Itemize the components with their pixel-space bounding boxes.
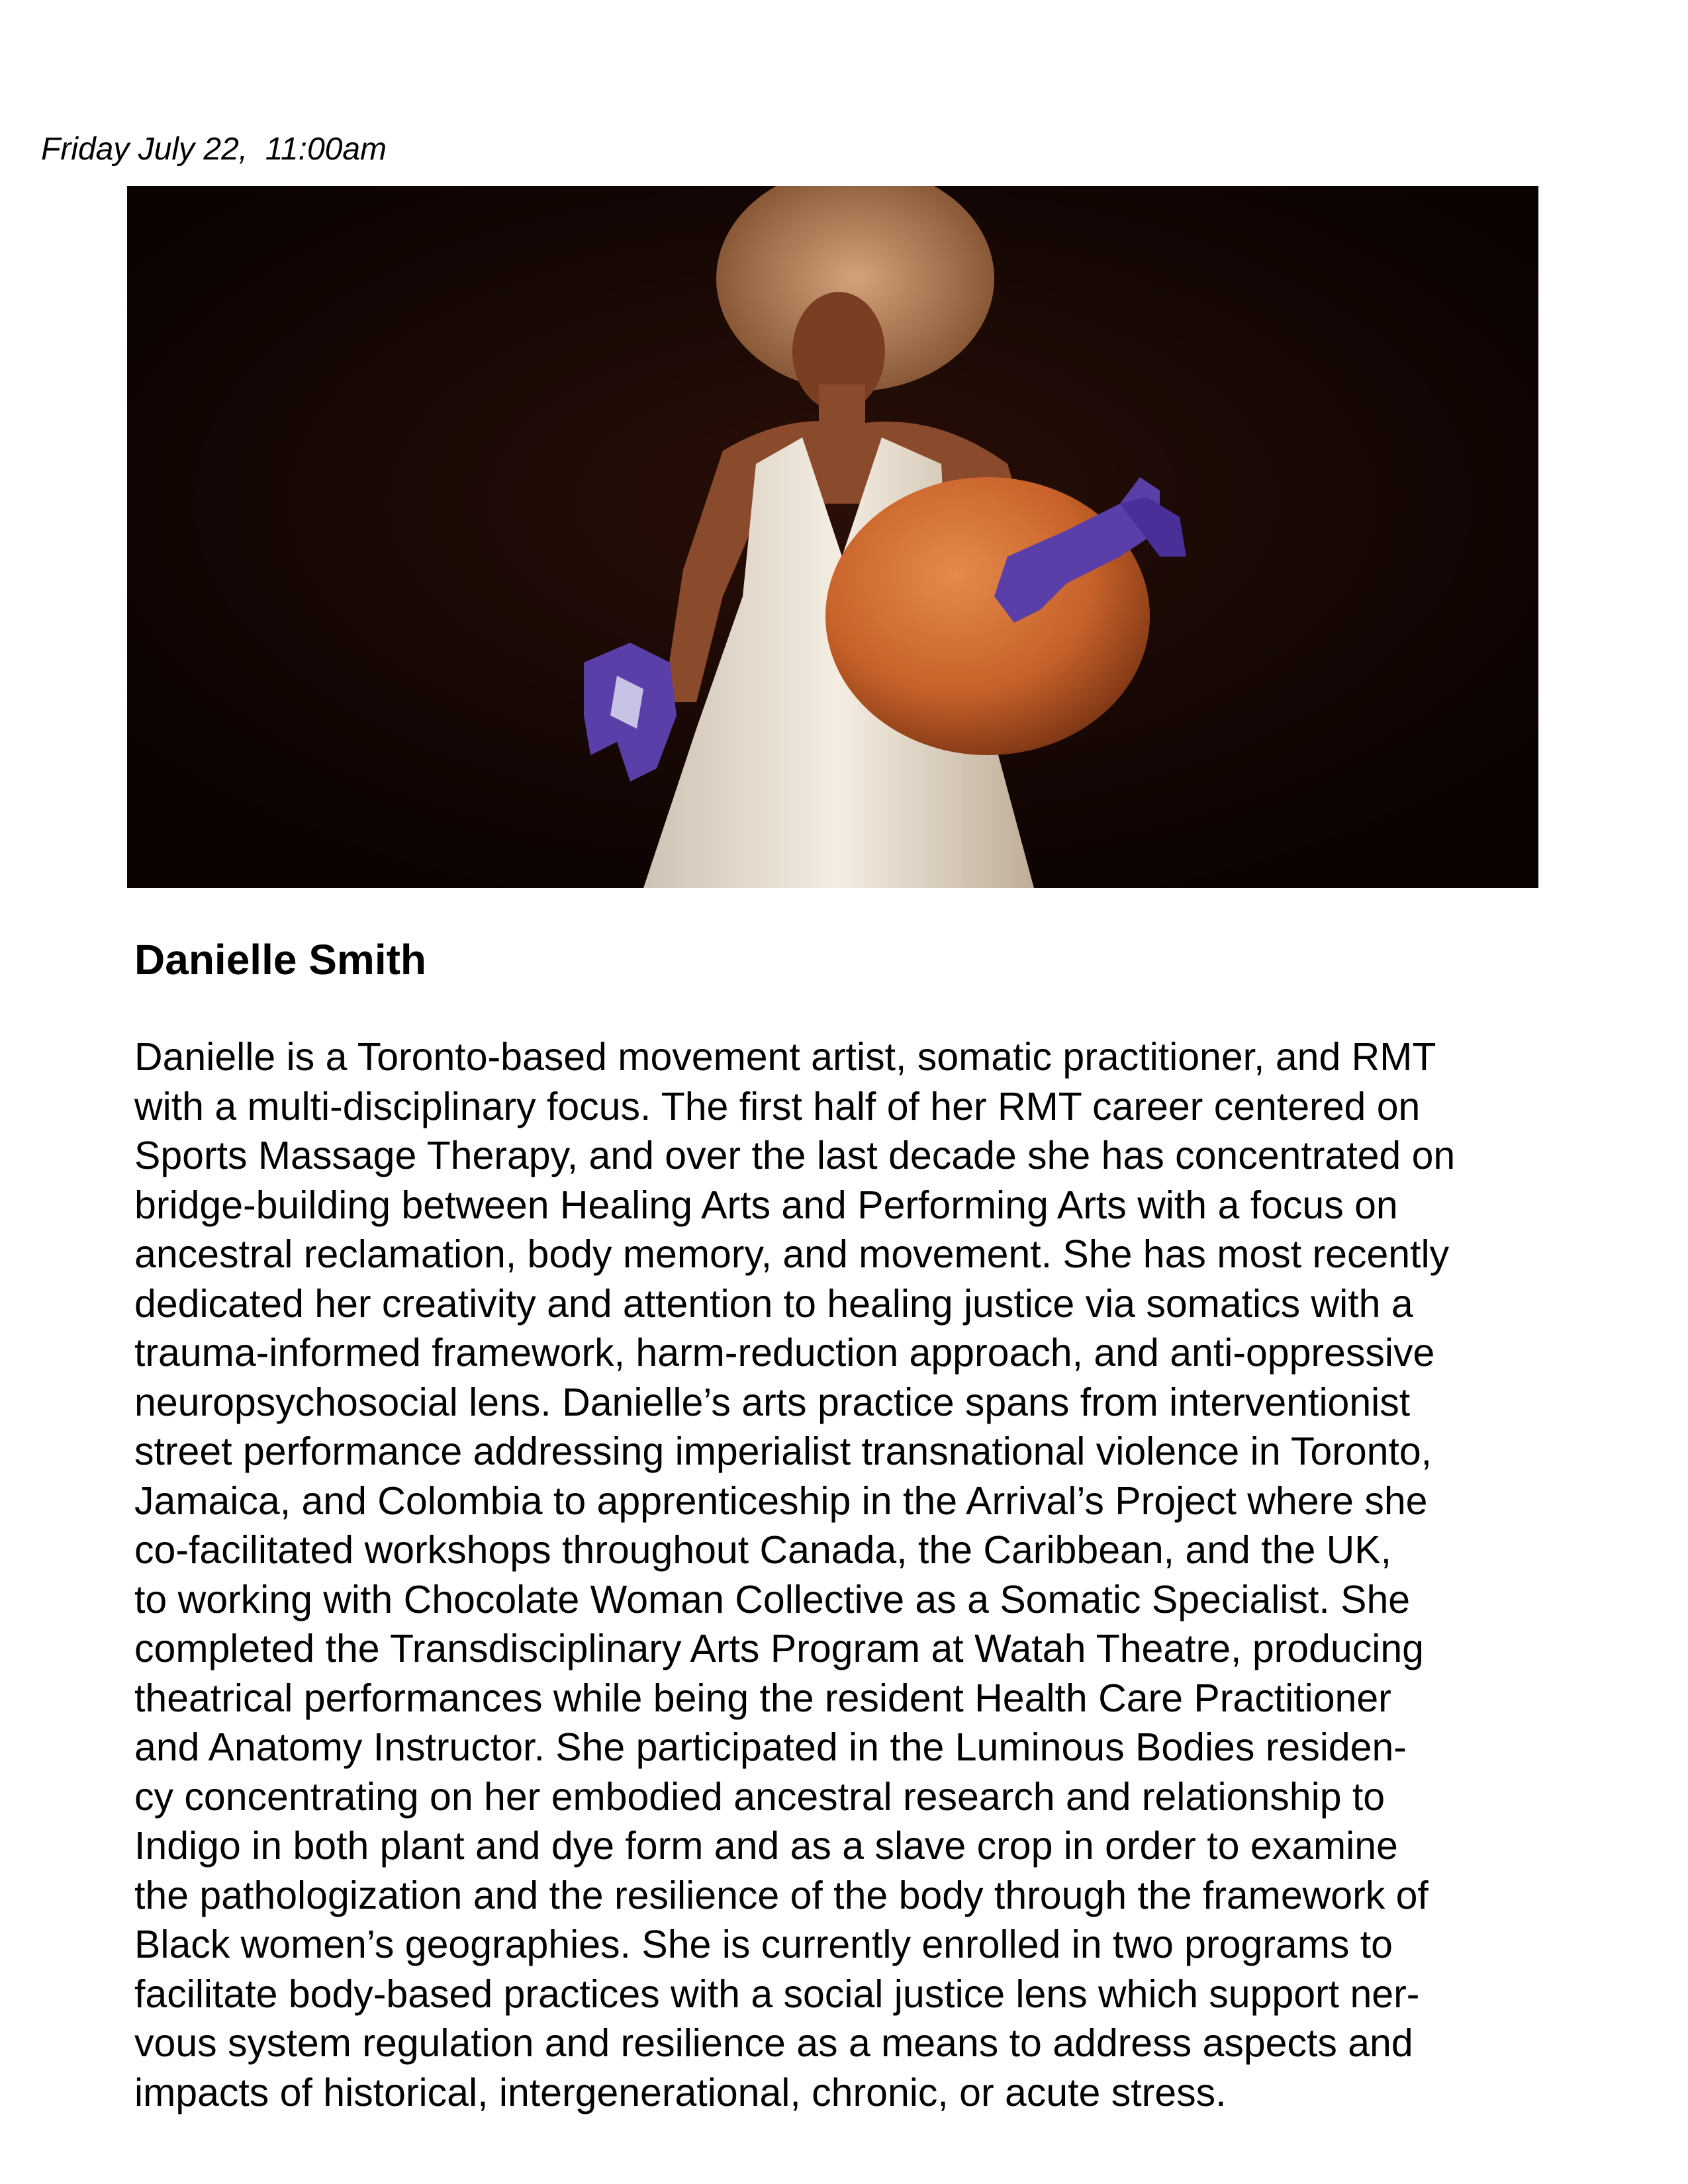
bio-line: completed the Transdisciplinary Arts Program at Watah Theatre, producing xyxy=(134,1627,1424,1670)
event-datetime: Friday July 22, 11:00am xyxy=(41,132,387,167)
bio-line: trauma-informed framework, harm-reduction approach, and anti-oppressive xyxy=(134,1331,1435,1375)
bio-line: to working with Chocolate Woman Collective as a Somatic Specialist. She xyxy=(134,1577,1411,1621)
bio-line: co-facilitated workshops throughout Canada, the Caribbean, and the UK, xyxy=(134,1528,1392,1572)
bio-line: street performance addressing imperialist transnational violence in Toronto, xyxy=(134,1430,1432,1473)
bio-line: facilitate body-based practices with a social justice lens which support ner- xyxy=(134,1972,1420,2016)
bio-line: theatrical performances while being the resident Health Care Practitioner xyxy=(134,1676,1391,1720)
bio-line: cy concentrating on her embodied ancestral research and relationship to xyxy=(134,1774,1385,1819)
bio-line: Danielle is a Toronto-based movement artist, somatic practitioner, and RMT xyxy=(134,1035,1436,1079)
bio-line: impacts of historical, intergenerational, chronic, or acute stress. xyxy=(134,2070,1227,2115)
bio-line: dedicated her creativity and attention to healing justice via somatics with a xyxy=(134,1281,1413,1326)
bio-line: vous system regulation and resilience as a means to address aspects and xyxy=(134,2021,1413,2065)
bio-line: ancestral reclamation, body memory, and movement. She has most recently xyxy=(134,1232,1450,1276)
bio-line: Jamaica, and Colombia to apprenticeship in the Arrival’s Project where she xyxy=(134,1479,1428,1523)
bio-line: bridge-building between Healing Arts and Performing Arts with a focus on xyxy=(134,1183,1398,1227)
bio-line: neuropsychosocial lens. Danielle’s arts practice spans from interventionist xyxy=(134,1380,1411,1424)
performer-photo-icon xyxy=(127,186,1538,888)
bio-line: Indigo in both plant and dye form and as a slave crop in order to examine xyxy=(134,1824,1398,1868)
bio-line: Black women’s geographies. She is currently enrolled in two programs to xyxy=(134,1923,1393,1966)
bio-line: Sports Massage Therapy, and over the last decade she has concentrated on xyxy=(134,1134,1456,1177)
artist-name: Danielle Smith xyxy=(134,936,426,983)
performer-photo xyxy=(127,186,1538,888)
bio-line: the pathologization and the resilience of the body through the framework of xyxy=(134,1873,1429,1917)
bio-line: with a multi-disciplinary focus. The first half of her RMT career centered on xyxy=(134,1084,1421,1128)
bio-line: and Anatomy Instructor. She participated in the Luminous Bodies residen- xyxy=(134,1725,1407,1769)
artist-bio xyxy=(134,1032,1551,2117)
